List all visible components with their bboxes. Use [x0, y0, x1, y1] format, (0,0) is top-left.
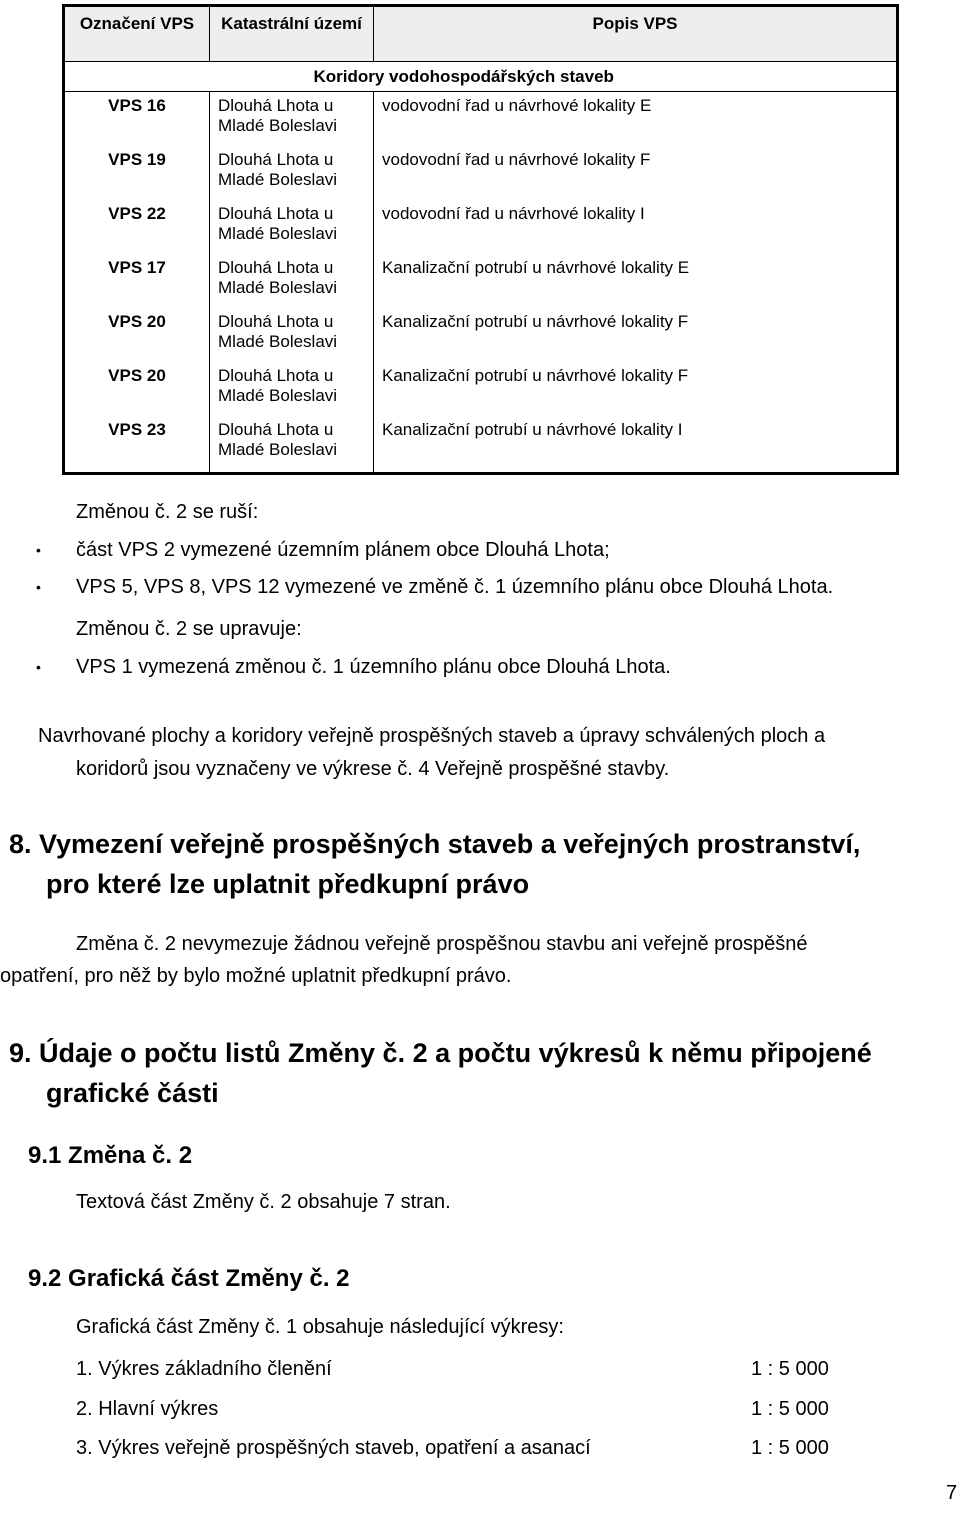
- bullet-icon: •: [36, 579, 41, 595]
- cadastral-area: Dlouhá Lhota u Mladé Boleslavi: [210, 416, 374, 474]
- header-area: Katastrální území: [210, 6, 374, 62]
- cancels-intro: Změnou č. 2 se ruší:: [76, 501, 259, 523]
- section9-1-heading: 9.1 Změna č. 2: [28, 1142, 193, 1169]
- vps-code: VPS 23: [108, 420, 166, 439]
- cadastral-area: Dlouhá Lhota u Mladé Boleslavi: [210, 92, 374, 147]
- drawing-scale: 1 : 5 000: [751, 1437, 829, 1459]
- drawing-name: 3. Výkres veřejně prospěšných staveb, opatření a asanací: [76, 1437, 591, 1459]
- adjusts-item: VPS 1 vymezená změnou č. 1 územního plánu obce Dlouhá Lhota.: [76, 656, 671, 678]
- section8-text-line2: opatření, pro něž by bylo možné uplatnit předkupní právo.: [0, 965, 512, 987]
- header-code: Označení VPS: [64, 6, 210, 62]
- vps-description: Kanalizační potrubí u návrhové lokality F: [382, 312, 689, 331]
- table-row: [64, 200, 898, 254]
- table-row: [64, 92, 898, 147]
- vps-description: Kanalizační potrubí u návrhové lokality I: [382, 420, 683, 439]
- cancels-item: VPS 5, VPS 8, VPS 12 vymezené ve změně č. 1 územního plánu obce Dlouhá Lhota.: [76, 576, 834, 598]
- section8-text-line1: Změna č. 2 nevymezuje žádnou veřejně prospěšnou stavbu ani veřejně prospěšné: [76, 933, 808, 955]
- proposed-paragraph-line1: Navrhované plochy a koridory veřejně prospěšných staveb a úpravy schválených ploch a: [38, 725, 826, 747]
- cadastral-area: Dlouhá Lhota u Mladé Boleslavi: [210, 146, 374, 200]
- vps-description: Kanalizační potrubí u návrhové lokality F: [382, 366, 689, 385]
- cadastral-area: Dlouhá Lhota u Mladé Boleslavi: [210, 362, 374, 416]
- header-desc: Popis VPS: [374, 6, 898, 62]
- vps-code: VPS 19: [108, 150, 166, 169]
- vps-code: VPS 22: [108, 204, 166, 223]
- section9-1-text: Textová část Změny č. 2 obsahuje 7 stran.: [76, 1191, 451, 1213]
- section8-heading-line2: pro které lze uplatnit předkupní právo: [46, 869, 530, 899]
- drawing-name: 2. Hlavní výkres: [76, 1398, 219, 1420]
- drawing-scale: 1 : 5 000: [751, 1358, 829, 1380]
- table-row: [64, 362, 898, 416]
- drawing-name: 1. Výkres základního členění: [76, 1358, 332, 1380]
- table-row: [64, 146, 898, 200]
- vps-code: VPS 17: [108, 258, 166, 277]
- bullet-icon: •: [36, 542, 41, 558]
- vps-description: vodovodní řad u návrhové lokality I: [382, 204, 645, 223]
- cancels-item: část VPS 2 vymezené územním plánem obce Dlouhá Lhota;: [76, 539, 610, 561]
- section9-2-heading: 9.2 Grafická část Změny č. 2: [28, 1265, 350, 1292]
- vps-code: VPS 16: [108, 96, 166, 115]
- table-row: [64, 308, 898, 362]
- section-label: Koridory vodohospodářských staveb: [314, 62, 838, 92]
- section8-heading-line1: 8. Vymezení veřejně prospěšných staveb a veřejných prostranství,: [9, 829, 861, 859]
- cadastral-area: Dlouhá Lhota u Mladé Boleslavi: [210, 308, 374, 362]
- section9-heading-line2: grafické části: [46, 1078, 219, 1108]
- vps-description: vodovodní řad u návrhové lokality E: [382, 96, 652, 115]
- vps-code: VPS 20: [108, 366, 166, 385]
- section9-2-text: Grafická část Změny č. 1 obsahuje následující výkresy:: [76, 1316, 564, 1338]
- cadastral-area: Dlouhá Lhota u Mladé Boleslavi: [210, 254, 374, 308]
- drawing-scale: 1 : 5 000: [751, 1398, 829, 1420]
- table-row: [64, 254, 898, 308]
- vps-description: Kanalizační potrubí u návrhové lokality E: [382, 258, 690, 277]
- vps-description: vodovodní řad u návrhové lokality F: [382, 150, 651, 169]
- adjusts-intro: Změnou č. 2 se upravuje:: [76, 618, 302, 640]
- proposed-paragraph-line2: koridorů jsou vyznačeny ve výkrese č. 4 Veřejně prospěšné stavby.: [76, 758, 670, 780]
- vps-code: VPS 20: [108, 312, 166, 331]
- bullet-icon: •: [36, 659, 41, 675]
- vps-table: [62, 4, 899, 475]
- page-number: 7: [946, 1482, 958, 1504]
- table-row: [64, 416, 898, 474]
- section9-heading-line1: 9. Údaje o počtu listů Změny č. 2 a počtu výkresů k němu připojené: [9, 1038, 872, 1068]
- cadastral-area: Dlouhá Lhota u Mladé Boleslavi: [210, 200, 374, 254]
